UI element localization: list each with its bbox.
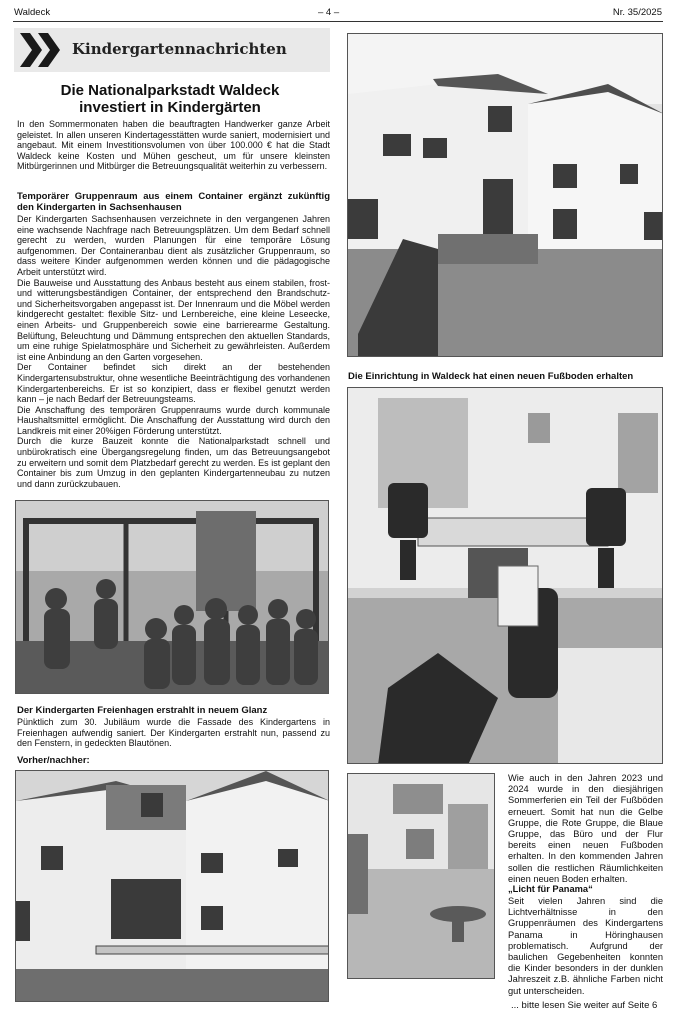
photo-children-window-image — [16, 501, 329, 694]
floor-renewal-text: Wie auch in den Jahren 2023 und 2024 wurde in den diesjährigen Sommerferien ein Teil der Fußböden erneuert. Somit hat nun die Gelbe Gruppe, die Rote Gruppe, die Blaue Gruppe, das Büro und der Flur bereits einen neuen Fußboden erhalten. In den kommenden Jahren sollen die restlichen Räumlichkeiten einen neuen Boden erhalten. — [508, 773, 663, 884]
header-issue: Nr. 35/2025 — [612, 7, 662, 18]
header-page-number: – 4 – — [318, 7, 340, 18]
header-town: Waldeck — [14, 7, 51, 18]
photo-kindergarten-freienhagen — [15, 770, 329, 1002]
photo-hallway-floor — [347, 773, 495, 979]
section1-subheading: Temporärer Gruppenraum aus einem Container ergänzt zukünftig den Kindergarten in Sachsenhausen — [17, 191, 330, 213]
caption-waldeck-floor: Die Einrichtung in Waldeck hat einen neuen Fußboden erhalten — [348, 371, 634, 382]
section1-paragraph: Die Anschaffung des temporären Gruppenraums wurde durch kommunale Haushaltsmittel ermöglicht. Die Anschaffung der Ausstattung wird durch den Landkreis mit einer 20%igen Förderung unterstützt. — [17, 404, 330, 436]
panama-text: Seit vielen Jahren sind die Lichtverhältnisse in den Gruppenräumen des Kindergartens Panama in Höringhausen problematisch. Aufgrund der baulichen Gegebenheiten konnten die Kinder besonders in der dunklen Jahreszeit z.B. ähnliche Farben nicht gut unterscheiden. — [508, 896, 663, 996]
photo-children-window — [15, 500, 329, 694]
headline: Die Nationalparkstadt Waldeck investiert in Kindergärten — [60, 82, 280, 116]
section1-paragraph: Der Container befindet sich direkt an der bestehenden Kindergartensubstruktur, ohne wesentliche Beeinträchtigung des vorhandenen Kindergartenbereichs. Er ist so konzipiert, dass er flexibel genutzt werden kann – je nach Bedarf der Betreuungsteams. — [17, 362, 330, 405]
header-rule — [13, 21, 663, 22]
section-title: Kindergartennachrichten — [72, 40, 287, 58]
photo-office-floor — [347, 387, 663, 764]
section2-subheading: Der Kindergarten Freienhagen erstrahlt in neuem Glanz — [17, 705, 268, 716]
vorher-nachher-label: Vorher/nachher: — [17, 755, 90, 766]
photo-office-image — [348, 388, 663, 764]
section2-body: Pünktlich zum 30. Jubiläum wurde die Fassade des Kindergartens in Freienhagen aufwendig saniert. Der Kindergarten erstrahlt nun, passend zu den Fenstern, in gedeckten Blautönen. — [17, 717, 330, 749]
photo-hallway-image — [348, 774, 495, 979]
double-chevron-icon — [20, 33, 66, 67]
section1-paragraph: Durch die kurze Bauzeit konnte die Nationalparkstadt schnell und unbürokratisch eine Übergangsregelung finden, um das Betreuungsangebot zu erweitern und somit dem Platzbedarf gerecht zu werden. Es ist geplant den Container bis zum Umzug in den geplanten Kindergartenneubau zu nutzen und dann zurückzubauen. — [17, 436, 330, 489]
continue-note: ... bitte lesen Sie weiter auf Seite 6 — [511, 1000, 658, 1011]
photo-container-image — [348, 34, 663, 357]
photo-container-building — [347, 33, 663, 357]
section-band — [14, 28, 330, 72]
section1-paragraph: Die Bauweise und Ausstattung des Anbaus besteht aus einem stabilen, frost- und witterungsbeständigen Container, der entsprechend den Brandschutz- und Sicherheitsvorgaben angepasst ist. Der Innenraum und die Möbel werden kindgerecht gestaltet: flexible Sitz- und Lernbereiche, eine kleine Leseecke, einen Arbeits- und Gruppenbereich sowie eine barrierearme Gestaltung. Belüftung, Beleuchtung und Dämmung entsprechen den aktuellen Standards, um eine ruhige Spielatmosphäre und Sicherheit zu gewährleisten. Außerdem ist eine Anbindung an den Garten vorgesehen. — [17, 277, 330, 362]
intro-paragraph: In den Sommermonaten haben die beauftragten Handwerker ganze Arbeit geleistet. In allen unseren Kindertagesstätten wurde saniert, modernisiert und angebaut. Mit einem Investitionsvolumen von über 100.000 € hat die Stadt Waldeck keine Kosten und Mühen gescheut, um für unsere kleinsten Mitbürgerinnen und Mitbürger die Betreuungsqualität weiterhin zu verbessern. — [17, 119, 330, 172]
panama-heading: „Licht für Panama“ — [508, 884, 593, 894]
section1-body — [17, 214, 330, 489]
section1-paragraph: Der Kindergarten Sachsenhausen verzeichnete in den vergangenen Jahren eine wachsende Nachfrage nach Betreuungsplätzen. Um dem Bedarf schnell gerecht zu werden, wurden Planungen für eine temporäre Lösung aufgenommen. Der Containeranbau dient als zusätzlicher Gruppenraum, so dass weitere Kinder aufgenommen werden können und die pädagogische Arbeit unterstützt wird. — [17, 214, 330, 277]
photo-freienhagen-image — [16, 771, 329, 1002]
